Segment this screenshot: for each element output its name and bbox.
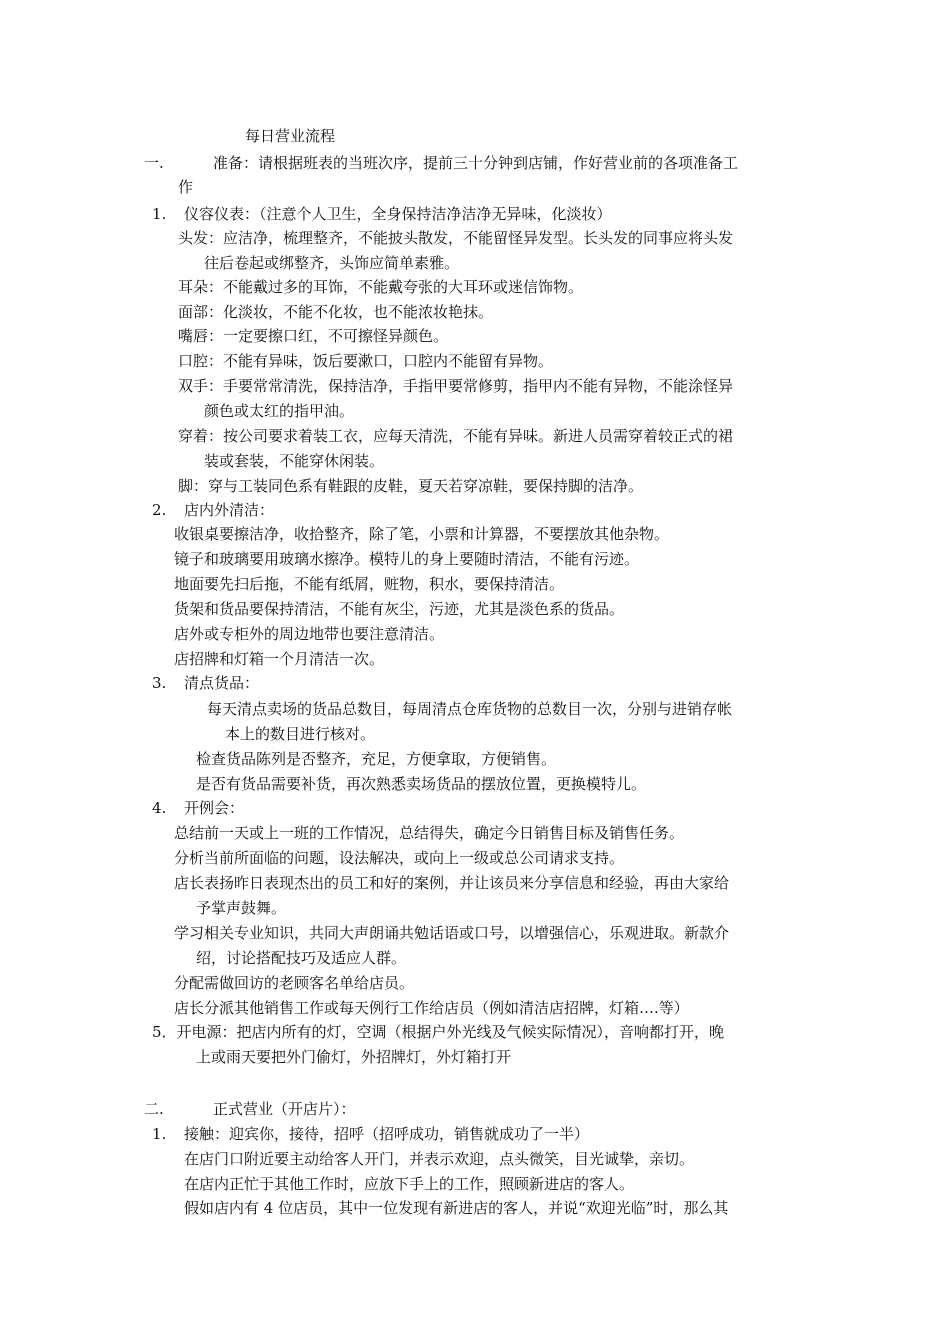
paragraph-line: 5．开电源：把店内所有的灯，空调（根据户外光线及气候实际情况），音响都打开，晚 (152, 1023, 725, 1041)
paragraph-line: 镜子和玻璃要用玻璃水擦净。模特儿的身上要随时清洁，不能有污迹。 (174, 550, 640, 568)
paragraph-line: 检查货品陈列是否整齐，充足，方便拿取，方便销售。 (196, 750, 557, 768)
paragraph-line: 假如店内有 4 位店员，其中一位发现有新进店的客人，并说“欢迎光临”时，那么其 (184, 1199, 729, 1217)
paragraph-line: 往后卷起或绑整齐，头饰应简单素雅。 (204, 254, 460, 272)
paragraph-line: 装或套装，不能穿休闲装。 (204, 452, 385, 470)
paragraph-line: 店长表扬昨日表现杰出的员工和好的案例，并让该员来分享信息和经验，再由大家给 (174, 874, 730, 892)
section-number: 二. (144, 1100, 164, 1118)
item-heading: 店内外清洁： (184, 501, 275, 519)
paragraph-line: 在店门口附近要主动给客人开门，并表示欢迎，点头微笑，目光诚挚，亲切。 (184, 1150, 695, 1168)
item-heading: 接触：迎宾你，接待，招呼（招呼成功，销售就成功了一半） (184, 1125, 590, 1143)
paragraph-line: 绍，讨论搭配技巧及适应人群。 (196, 949, 407, 967)
paragraph-line: 双手：手要常常清洗，保持洁净，手指甲要常修剪，指甲内不能有异物，不能涂怪异 (178, 377, 734, 395)
item-heading: 仪容仪表：（注意个人卫生，全身保持洁净洁净无异味，化淡妆） (184, 205, 612, 223)
item-heading: 清点货品： (184, 674, 260, 692)
item-heading: 开例会： (184, 799, 245, 817)
paragraph-line: 店长分派其他销售工作或每天例行工作给店员（例如清洁店招牌，灯箱….等） (174, 999, 689, 1017)
section-number: 一. (144, 154, 164, 172)
paragraph-line: 头发：应洁净，梳理整齐，不能披头散发，不能留怪异发型。长头发的同事应将头发 (178, 229, 734, 247)
paragraph-line: 店外或专柜外的周边地带也要注意清洁。 (174, 625, 445, 643)
paragraph-line: 予掌声鼓舞。 (196, 899, 287, 917)
item-number: 1. (152, 1125, 167, 1143)
paragraph-line: 分析当前所面临的问题，设法解决，或向上一级或总公司请求支持。 (174, 849, 625, 867)
item-number: 3. (152, 674, 167, 692)
paragraph-line: 学习相关专业知识，共同大声朗诵共勉话语或口号，以增强信心，乐观进取。新款介 (174, 924, 730, 942)
paragraph-line: 货架和货品要保持清洁，不能有灰尘，污迹，尤其是淡色系的货品。 (174, 600, 625, 618)
paragraph-line: 颜色或太红的指甲油。 (204, 402, 355, 420)
paragraph-line: 店招牌和灯箱一个月清洁一次。 (174, 650, 385, 668)
paragraph-line: 是否有货品需要补货，再次熟悉卖场货品的摆放位置，更换模特儿。 (196, 775, 647, 793)
item-number: 4. (152, 799, 167, 817)
paragraph-line: 上或雨天要把外门偷灯，外招牌灯，外灯箱打开 (196, 1048, 512, 1066)
paragraph-line: 收银桌要擦洁净，收拾整齐，除了笔，小票和计算器，不要摆放其他杂物。 (174, 525, 670, 543)
document-title: 每日营业流程 (245, 127, 336, 145)
paragraph-line: 面部：化淡妆，不能不化妆，也不能浓妆艳抹。 (178, 303, 494, 321)
paragraph-line: 每天清点卖场的货品总数目，每周清点仓库货物的总数目一次，分别与进销存帐 (207, 700, 733, 718)
paragraph-line: 脚：穿与工装同色系有鞋跟的皮鞋，夏天若穿凉鞋，要保持脚的洁净。 (178, 477, 644, 495)
paragraph-line: 耳朵：不能戴过多的耳饰，不能戴夸张的大耳环或迷信饰物。 (178, 278, 584, 296)
paragraph-line: 嘴唇：一定要擦口红，不可擦怪异颜色。 (178, 327, 449, 345)
paragraph-line: 本上的数目进行核对。 (225, 725, 376, 743)
section-heading: 准备：请根据班表的当班次序，提前三十分钟到店铺，作好营业前的各项准备工 (213, 154, 739, 172)
paragraph-line: 分配需做回访的老顾客名单给店员。 (174, 974, 415, 992)
item-number: 1. (152, 205, 167, 223)
paragraph-line: 穿着：按公司要求着装工衣，应每天清洗，不能有异味。新进人员需穿着较正式的裙 (178, 427, 734, 445)
paragraph-line: 总结前一天或上一班的工作情况，总结得失，确定今日销售目标及销售任务。 (174, 824, 685, 842)
paragraph-line: 在店内正忙于其他工作时，应放下手上的工作，照顾新进店的客人。 (184, 1175, 635, 1193)
section-heading: 正式营业（开店片）： (213, 1100, 356, 1118)
section-heading-continued: 作 (178, 178, 194, 196)
paragraph-line: 口腔：不能有异味，饭后要漱口，口腔内不能留有异物。 (178, 352, 554, 370)
item-number: 2. (152, 501, 167, 519)
paragraph-line: 地面要先扫后拖，不能有纸屑，赃物，积水，要保持清洁。 (174, 575, 565, 593)
